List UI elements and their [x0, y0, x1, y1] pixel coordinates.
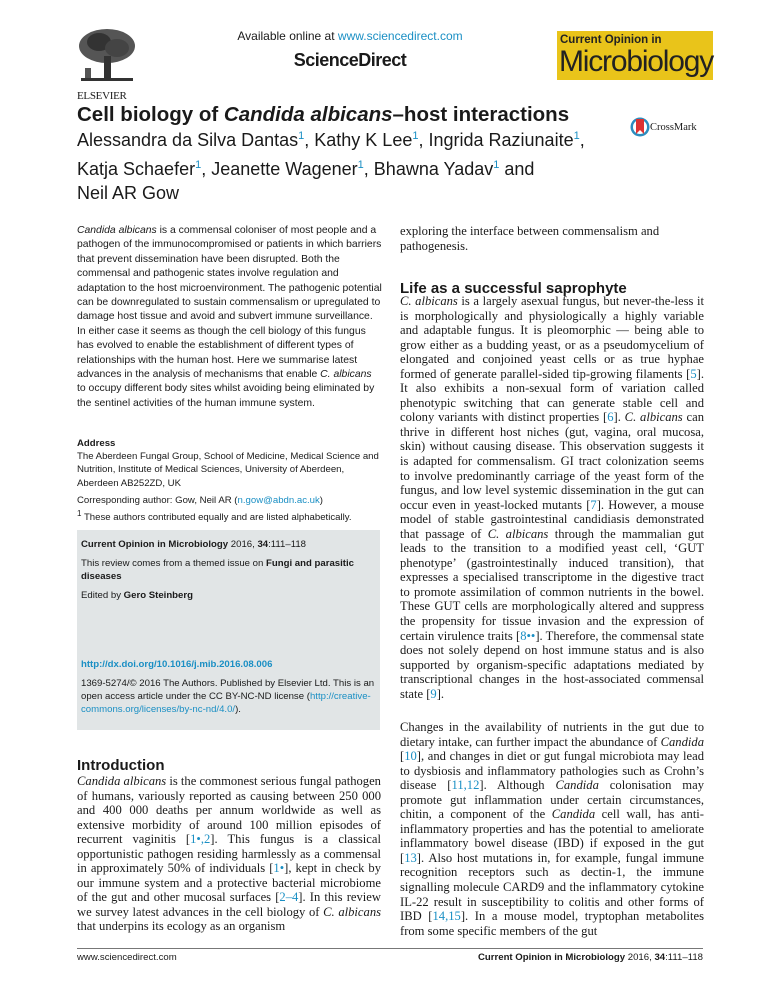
author-name: Neil AR Gow — [77, 183, 180, 203]
italic-term: Candida albicans — [77, 774, 167, 788]
info-year: 2016, — [228, 539, 258, 550]
citation-link[interactable]: 7 — [590, 497, 597, 512]
text-run: exploring the interface between commensalism and pathogenesis. — [400, 224, 660, 253]
footer-volume: 34 — [654, 952, 666, 963]
text-run: is a largely asexual fungus, but never-the-less it is morphologically and physiologically a highly variable and adaptable fungus. It is pleomorphic — being able to grow either as a budding yeast, or as a pseudomycelium of elongated and conjoined yeast cells or as true hyphae formed of generate parallel-sided tip-growing filaments [ — [400, 294, 705, 381]
doi-link[interactable]: http://dx.doi.org/10.1016/j.mib.2016.08.006 — [81, 659, 273, 670]
author-name: Kathy K Lee — [314, 130, 413, 150]
text-run: [ — [400, 749, 405, 764]
text-run: ]. In a mouse model, tryptophan metabolites from some specific members of the gut — [400, 909, 704, 938]
text-run: ]. Although — [479, 778, 556, 793]
author-affiliation-mark: 1 — [195, 158, 202, 171]
text-run: ]. This fungus is a classical opportunistic pathogen residing harmlessly as a commensal in approximately 50% of individuals [ — [77, 832, 381, 876]
author-affiliation-mark: 1 — [573, 130, 580, 142]
info-volume: 34 — [257, 539, 269, 550]
author-separator: , — [304, 130, 315, 150]
footnote-text: These authors contributed equally and are listed alphabetically. — [81, 512, 352, 524]
address-block — [77, 437, 382, 490]
journal-logo-line1: Current Opinion in — [560, 34, 662, 46]
author-separator: , — [579, 130, 585, 150]
title-text: Cell biology of — [77, 103, 224, 126]
text-run: ], and changes in diet or gut fungal microbiota may lead to dysbiosis and inflammatory pathologies such as Crohn’s disease [ — [400, 749, 704, 793]
italic-term: Candida — [660, 734, 704, 749]
title-species: Candida albicans — [223, 103, 393, 126]
author-list — [77, 124, 637, 206]
footer-citation — [478, 952, 703, 963]
theme-name: Fungi and parasitic diseases — [81, 558, 354, 582]
info-journal: Current Opinion in Microbiology — [81, 539, 229, 550]
citation-link[interactable]: 11,12 — [451, 778, 480, 793]
crossmark-button[interactable] — [630, 114, 710, 144]
introduction-text — [77, 774, 381, 934]
citation-link[interactable]: 10 — [404, 749, 417, 764]
author-name: Bhawna Yadav — [373, 158, 494, 179]
sciencedirect-link[interactable]: www.sciencedirect.com — [337, 29, 463, 43]
footer-website[interactable]: www.sciencedirect.com — [77, 952, 177, 963]
introduction-continued — [400, 224, 704, 253]
crossmark-label: CrossMark — [650, 122, 697, 133]
author-affiliation-mark: 1 — [357, 158, 364, 171]
text-run: is the commonest serious fungal pathogen of humans, variously reported as causing between 250 000 and 400 000 deaths per annum worldwide as well as extensive morbidity of around 100 million episodes of recurrent vaginitis [ — [77, 774, 381, 847]
author-name: Ingrida Raziunaite — [428, 130, 574, 150]
italic-term: Candida — [551, 807, 596, 822]
text-run: ]. In this review we survey latest advances in the cell biology of — [77, 890, 381, 919]
footer-year: 2016, — [625, 952, 655, 963]
life-section-paragraph-1 — [400, 294, 704, 701]
italic-term: C. albicans — [323, 904, 382, 919]
footnote-mark: 1 — [77, 509, 82, 519]
text-run: to occupy different body sites whilst avoiding being eliminated by the sentinel activities of the human immune system. — [77, 383, 375, 409]
author-separator: and — [499, 158, 535, 179]
elsevier-logo — [77, 28, 137, 102]
text-run: is a commensal coloniser of most people and a pathogen of the immunocompromised or patients in which barriers that prevent dissemination have been disrupted. Both the commensal and pathogenic states involve regulation and adaptation to the host microenvironment. The pathogenic potential can be downregulated to sustain commensalism or upregulated to damage host tissue and avoid and subvert immune surveillance. In either case it seems as though the cell biology of this fungus has evolved to enable the establishment of different types of relationships with the human host. Here we summarise latest advances in the analysis of mechanisms that enable — [77, 225, 382, 381]
footer-pages: :111–118 — [665, 952, 703, 963]
address-text: The Aberdeen Fungal Group, School of Medicine, Medical Science and Nutrition, Institute of Medical Sciences, University of Aberdeen, Aberdeen AB252ZD, UK — [77, 451, 379, 489]
author-separator: , — [363, 158, 374, 179]
article-info-box — [77, 530, 380, 730]
citation-link[interactable]: 9 — [430, 686, 437, 701]
theme-line — [81, 557, 376, 583]
footer-journal: Current Opinion in Microbiology — [477, 952, 626, 963]
crossmark-icon — [630, 114, 650, 140]
correspondence-block — [77, 494, 382, 525]
title-text-end: –host interactions — [392, 103, 570, 126]
author-name: Jeanette Wagener — [211, 158, 358, 179]
italic-term: C. albicans — [400, 294, 458, 308]
italic-term: C. albicans — [487, 526, 549, 541]
citation-link[interactable]: 8•• — [520, 628, 536, 643]
info-pages: :111–118 — [268, 539, 307, 550]
text-run: ]. However, a mouse model of stable gastrointestinal candidiasis demonstrated that passage of — [400, 497, 704, 541]
text-run: can thrive in different host niches (gut, vagina, oral mucosa, skin) without causing disease. This observation suggests it is adapted for commensalism. GI tract colonization seems to involve predominantly carriage of the yeast form of the fungus, and low level systemic dissemination in the gut can occur even in yeast-locked mutants [ — [400, 410, 705, 512]
citation-link[interactable]: 2–4 — [279, 890, 299, 905]
citation-link[interactable]: 5 — [690, 366, 697, 381]
text-run: that underpins its ecology as an organism — [77, 919, 286, 934]
author-affiliation-mark: 1 — [412, 130, 419, 142]
doi-line — [81, 658, 376, 671]
text-run: through the mammalian gut leads to the transition to a modified yeast cell, ‘GUT phenotype’ (gastrointestinally induced transition), that expresses a specialised transcriptome in the digestive tract to promote assimilation of common nutrients in the bowel. These GUT cells are morphologically altered and suppress the propensity for tissue invasion and the expression of certain virulence traits [ — [400, 526, 705, 643]
author-affiliation-mark: 1 — [298, 130, 305, 142]
journal-logo-line2: Microbiology — [559, 45, 713, 78]
elsevier-wordmark: ELSEVIER — [77, 90, 127, 102]
author-separator: , — [201, 158, 212, 179]
citation-link[interactable]: 13 — [404, 850, 417, 865]
editor-name: Gero Steinberg — [123, 590, 193, 601]
theme-prefix: This review comes from a themed issue on — [81, 558, 267, 569]
author-name: Katja Schaefer — [77, 158, 196, 179]
sciencedirect-wordmark: ScienceDirect — [293, 50, 407, 70]
introduction-heading: Introduction — [77, 757, 165, 774]
edited-prefix: Edited by — [81, 590, 124, 601]
life-section-paragraph-2 — [400, 720, 704, 938]
citation-link[interactable]: 6 — [607, 410, 614, 425]
author-name: Alessandra da Silva Dantas — [77, 130, 299, 150]
italic-term: Candida albicans — [77, 225, 157, 236]
author-separator: , — [418, 130, 429, 150]
text-run: ]. — [436, 686, 445, 701]
italic-term: C. albicans — [320, 369, 372, 381]
text-run: ]. — [613, 410, 625, 425]
text-run: colonisation may promote gut inflammation under certain circumstances, chitin, a component of the — [400, 778, 704, 822]
citation-link[interactable]: 1• — [273, 861, 285, 876]
address-heading: Address — [77, 438, 116, 449]
text-run: ], kept in check by our immune system and a protective bacterial microbiome of the gut and other mucosal surfaces [ — [77, 861, 381, 905]
life-section-heading: Life as a successful saprophyte — [400, 280, 627, 297]
text-run: ]. Also host mutations in, for example, fungal immune recognition receptors such as dectin-1, the immune signalling molecule CARD9 and the inflammatory cytokine IL-22 result in susceptibility to colitis and other forms of IBD [ — [400, 850, 704, 924]
author-affiliation-mark: 1 — [493, 158, 500, 171]
italic-term: C. albicans — [624, 410, 683, 425]
text-run: ]. Therefore, the commensal state does not solely depend on host immune status and is also supported by organism-specific adaptations mediated by transcriptional changes in the host-associated commensal state [ — [400, 628, 704, 701]
text-run: Changes in the availability of nutrients in the gut due to dietary intake, can further impact the abundance of — [400, 720, 704, 749]
corr-suffix: ) — [319, 495, 323, 506]
license-end: ). — [235, 704, 241, 715]
editor-line — [81, 589, 376, 602]
italic-term: Candida — [555, 778, 599, 793]
journal-logo — [557, 31, 713, 80]
text-run: ]. It also exhibits a non-sexual form of variation called phenotypic switching that can generate stable cell and colony variants with distinct properties [ — [400, 366, 704, 425]
corresponding-author: Corresponding author: Gow, Neil AR ( — [77, 495, 238, 506]
text-run: cell wall, has anti-inflammatory properties and has the potential to ameliorate inflammatory bowel disease (IBD) if exposed in the gut [ — [400, 807, 705, 865]
elsevier-tree-icon — [77, 28, 137, 84]
license-text: 1369-5274/© 2016 The Authors. Published by Elsevier Ltd. This is an open access article under the CC BY-NC-ND license ( — [81, 678, 375, 702]
citation-link[interactable]: 14,15 — [432, 909, 461, 924]
available-prefix: Available online at — [237, 29, 338, 43]
email-link[interactable]: n.gow@abdn.ac.uk — [237, 495, 320, 506]
available-online — [200, 29, 500, 43]
footer-divider — [77, 948, 703, 949]
license-link[interactable]: http://creative-commons.org/licenses/by-nc-nd/4.0/ — [81, 691, 371, 715]
citation-link[interactable]: 1•,2 — [190, 832, 211, 847]
abstract — [77, 224, 382, 411]
citation-line — [81, 538, 376, 551]
license-line — [81, 677, 376, 716]
